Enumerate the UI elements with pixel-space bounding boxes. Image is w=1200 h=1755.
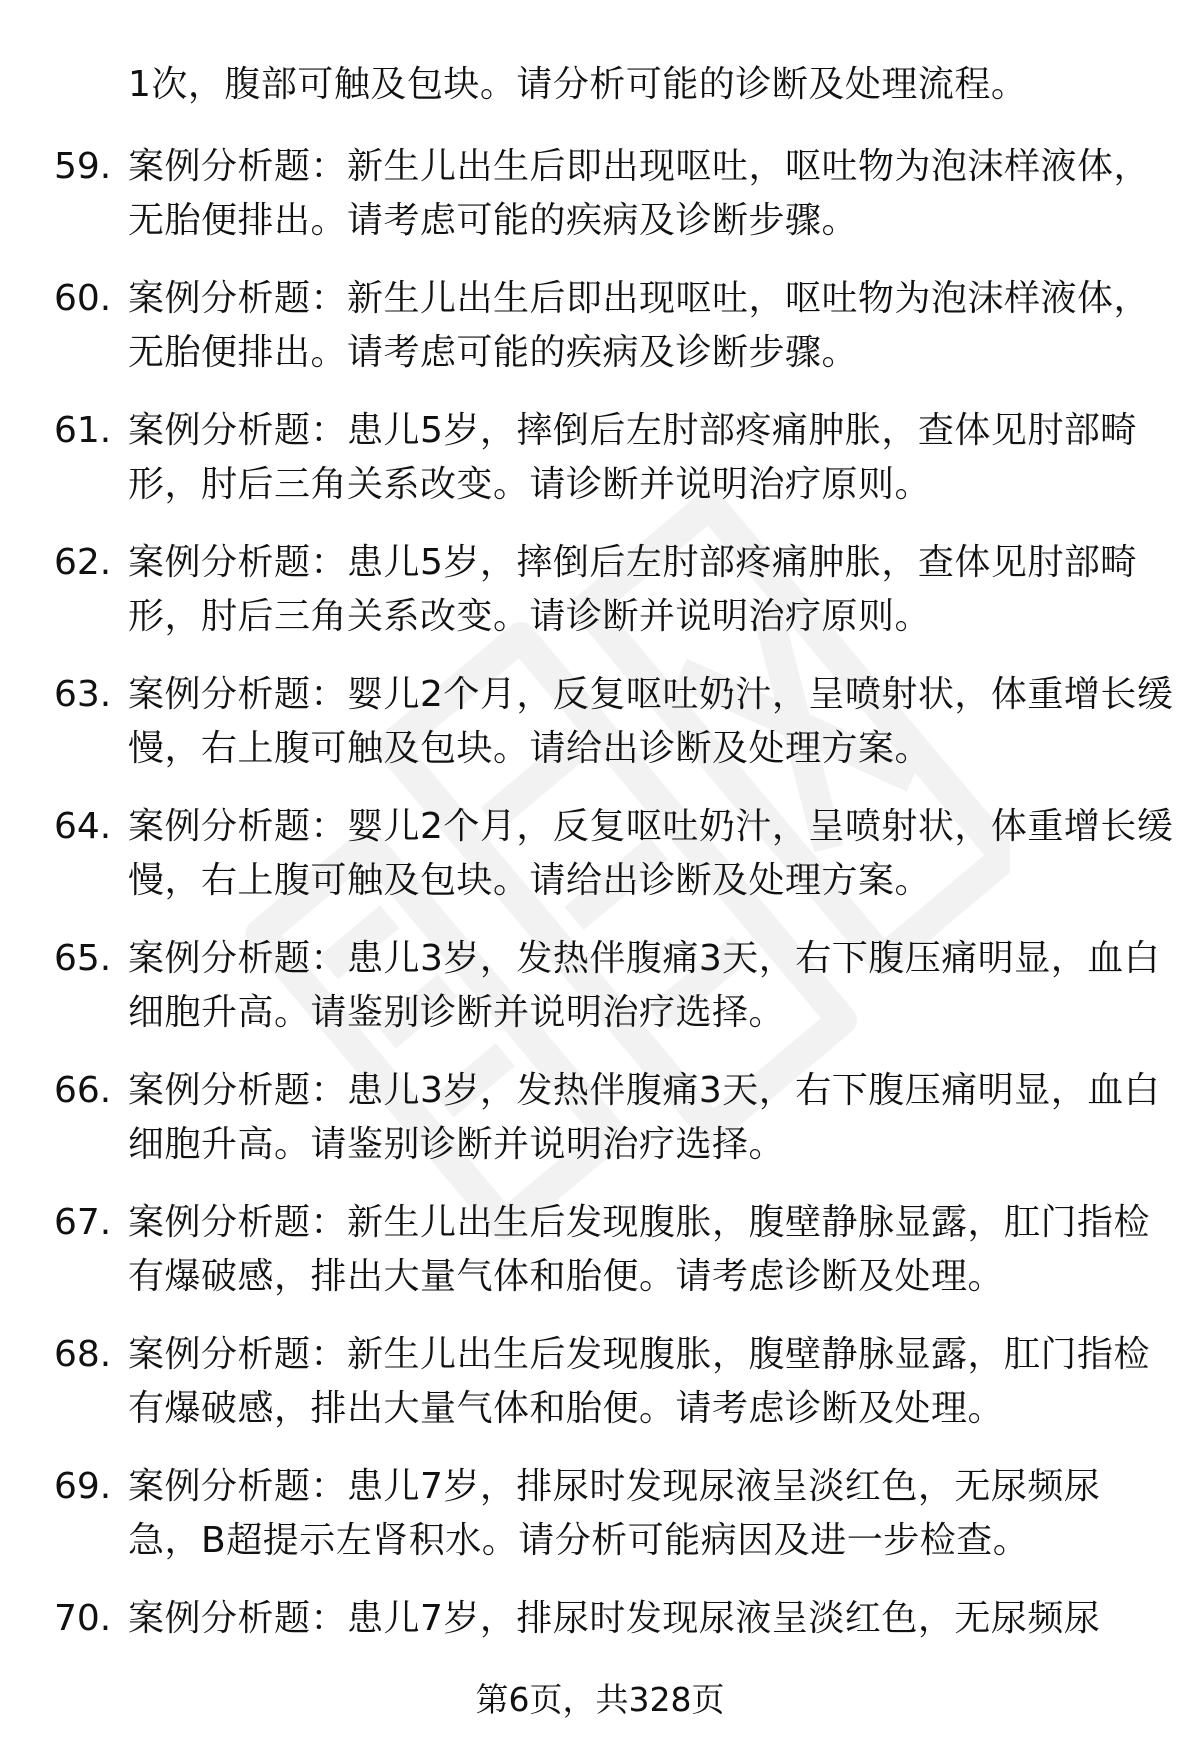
question-text [128, 800, 1174, 908]
question-item [0, 1064, 1200, 1196]
question-text [128, 536, 1168, 644]
question-text-line: 慢，右上腹可触及包块。请给出诊断及处理方案。 [128, 860, 932, 901]
question-text [128, 140, 1168, 248]
continued-question-text: 1次，腹部可触及包块。请分析可能的诊断及处理流程。 [128, 64, 1028, 105]
question-text-line: 细胞升高。请鉴别诊断并说明治疗选择。 [128, 1124, 786, 1165]
question-item [0, 536, 1200, 668]
question-list [0, 140, 1200, 1724]
question-text [128, 1064, 1168, 1172]
question-number: 65. [54, 938, 112, 979]
question-number: 61. [54, 410, 112, 451]
question-text-line: 案例分析题：患儿3岁，发热伴腹痛3天，右下腹压痛明显，血白 [128, 1070, 1161, 1111]
question-text-line: 细胞升高。请鉴别诊断并说明治疗选择。 [128, 992, 786, 1033]
question-item [0, 1196, 1200, 1328]
question-text-line: 案例分析题：婴儿2个月，反复呕吐奶汁，呈喷射状，体重增长缓 [128, 806, 1174, 847]
question-text-line: 案例分析题：患儿3岁，发热伴腹痛3天，右下腹压痛明显，血白 [128, 938, 1161, 979]
question-text-line: 有爆破感，排出大量气体和胎便。请考虑诊断及处理。 [128, 1256, 1005, 1297]
question-number: 69. [54, 1466, 112, 1507]
question-number: 63. [54, 674, 112, 715]
question-number: 62. [54, 542, 112, 583]
question-text [128, 1460, 1168, 1568]
question-text-line: 案例分析题：婴儿2个月，反复呕吐奶汁，呈喷射状，体重增长缓 [128, 674, 1174, 715]
question-text-line: 无胎便排出。请考虑可能的疾病及诊断步骤。 [128, 332, 859, 373]
question-text [128, 1196, 1168, 1304]
question-item [0, 800, 1200, 932]
question-text [128, 404, 1168, 512]
question-text [128, 1328, 1168, 1436]
question-text-line: 急，B超提示左肾积水。请分析可能病因及进一步检查。 [128, 1520, 1030, 1561]
question-text-line: 案例分析题：新生儿出生后即出现呕吐，呕吐物为泡沫样液体， [128, 146, 1151, 187]
question-item [0, 1460, 1200, 1592]
question-text-line: 案例分析题：患儿5岁，摔倒后左肘部疼痛肿胀，查体见肘部畸 [128, 410, 1137, 451]
question-item [0, 404, 1200, 536]
question-text-line: 有爆破感，排出大量气体和胎便。请考虑诊断及处理。 [128, 1388, 1005, 1429]
question-item [0, 272, 1200, 404]
question-text-line: 案例分析题：患儿7岁，排尿时发现尿液呈淡红色，无尿频尿 [128, 1598, 1101, 1639]
question-number: 64. [54, 806, 112, 847]
question-text-line: 案例分析题：患儿7岁，排尿时发现尿液呈淡红色，无尿频尿 [128, 1466, 1101, 1507]
question-text-line: 案例分析题：患儿5岁，摔倒后左肘部疼痛肿胀，查体见肘部畸 [128, 542, 1137, 583]
question-item [0, 932, 1200, 1064]
question-number: 59. [54, 146, 112, 187]
question-text-line: 慢，右上腹可触及包块。请给出诊断及处理方案。 [128, 728, 932, 769]
question-number: 66. [54, 1070, 112, 1111]
question-text-line: 案例分析题：新生儿出生后发现腹胀，腹壁静脉显露，肛门指检 [128, 1202, 1151, 1243]
question-item [0, 1328, 1200, 1460]
question-text-line: 案例分析题：新生儿出生后发现腹胀，腹壁静脉显露，肛门指检 [128, 1334, 1151, 1375]
question-text-line: 无胎便排出。请考虑可能的疾病及诊断步骤。 [128, 200, 859, 241]
question-number: 70. [54, 1598, 112, 1639]
question-item [0, 668, 1200, 800]
question-text-line: 案例分析题：新生儿出生后即出现呕吐，呕吐物为泡沫样液体， [128, 278, 1151, 319]
question-text [128, 272, 1168, 380]
question-item [0, 140, 1200, 272]
question-text-line: 形，肘后三角关系改变。请诊断并说明治疗原则。 [128, 464, 932, 505]
page-footer: 第6页，共328页 [475, 1680, 725, 1719]
question-text [128, 932, 1168, 1040]
question-number: 68. [54, 1334, 112, 1375]
question-number: 60. [54, 278, 112, 319]
question-text [128, 668, 1174, 776]
question-number: 67. [54, 1202, 112, 1243]
question-text [128, 1592, 1168, 1646]
question-text-line: 形，肘后三角关系改变。请诊断并说明治疗原则。 [128, 596, 932, 637]
